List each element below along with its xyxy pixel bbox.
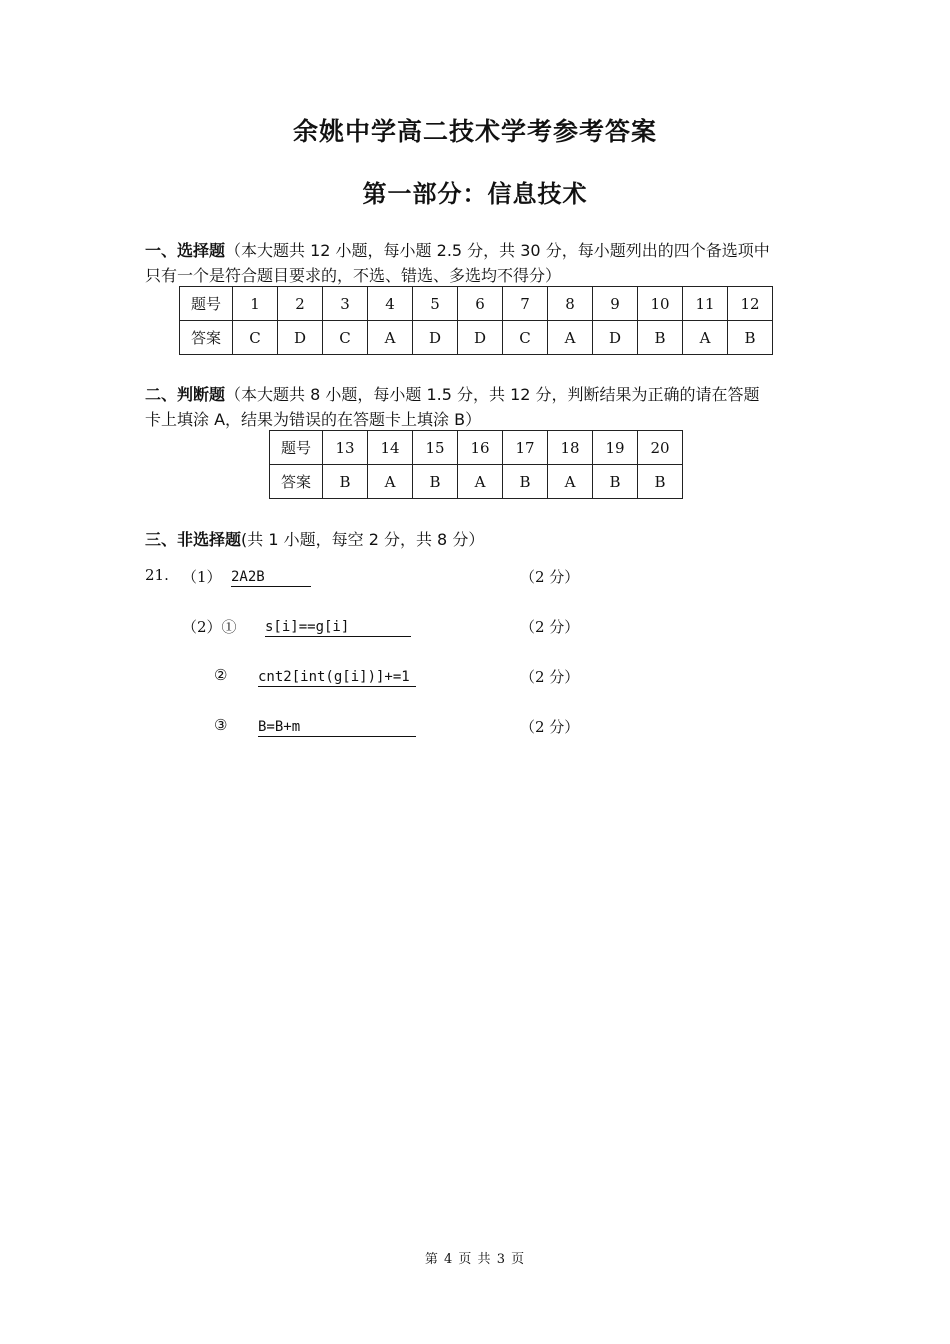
question-21-number: 21. xyxy=(145,566,169,584)
question-number: 11 xyxy=(683,287,728,321)
section2-desc-line2: 卡上填涂 A，结果为错误的在答题卡上填涂 B） xyxy=(145,410,482,429)
part-title: 第一部分：信息技术 xyxy=(362,180,588,208)
answer-cell: A xyxy=(683,321,728,355)
answer-label: （2）① xyxy=(182,618,237,636)
answer-cell: D xyxy=(278,321,323,355)
answer-cell: A xyxy=(368,321,413,355)
section1-desc-line2: 只有一个是符合题目要求的，不选、错选、多选均不得分） xyxy=(145,266,562,285)
table-row-answers xyxy=(270,465,683,499)
table-row-questions xyxy=(180,287,773,321)
points-label: （2 分） xyxy=(520,568,580,586)
answer-cell: D xyxy=(593,321,638,355)
question-number: 2 xyxy=(278,287,323,321)
question-number: 7 xyxy=(503,287,548,321)
answer-cell: A xyxy=(548,465,593,499)
row-label-question: 题号 xyxy=(270,431,323,465)
section1-desc-line1: （本大题共 12 小题，每小题 2.5 分，共 30 分，每小题列出的四个备选项中 xyxy=(225,241,770,260)
question-number: 15 xyxy=(413,431,458,465)
question-number: 18 xyxy=(548,431,593,465)
answer-blank: cnt2[int(g[i])]+=1 xyxy=(258,668,416,687)
question-number: 19 xyxy=(593,431,638,465)
points-label: （2 分） xyxy=(520,718,580,736)
row-label-question: 题号 xyxy=(180,287,233,321)
question-number: 17 xyxy=(503,431,548,465)
section3-desc: (共 1 小题，每空 2 分，共 8 分） xyxy=(241,530,485,549)
question-number: 16 xyxy=(458,431,503,465)
question-number: 8 xyxy=(548,287,593,321)
question-number: 3 xyxy=(323,287,368,321)
answer-cell: A xyxy=(458,465,503,499)
answer-blank: B=B+m xyxy=(258,718,416,737)
question-number: 4 xyxy=(368,287,413,321)
section2-heading: 二、判断题 xyxy=(145,385,226,404)
answer-cell: A xyxy=(548,321,593,355)
question-number: 10 xyxy=(638,287,683,321)
section2-description xyxy=(145,382,825,432)
row-label-answer: 答案 xyxy=(180,321,233,355)
answer-cell: C xyxy=(503,321,548,355)
answer-label: ② xyxy=(214,666,228,684)
answer-label: ③ xyxy=(214,716,228,734)
answer-cell: B xyxy=(593,465,638,499)
answer-cell: B xyxy=(413,465,458,499)
section2-desc-line1: （本大题共 8 小题，每小题 1.5 分，共 12 分，判断结果为正确的请在答题 xyxy=(225,385,760,404)
answer-cell: B xyxy=(503,465,548,499)
section2-answer-table xyxy=(269,430,683,499)
answer-blank: s[i]==g[i] xyxy=(265,618,411,637)
document-title: 余姚中学高二技术学考参考答案 xyxy=(292,117,657,146)
question-number: 20 xyxy=(638,431,683,465)
question-number: 9 xyxy=(593,287,638,321)
table-row-answers xyxy=(180,321,773,355)
page-footer: 第 4 页 共 3 页 xyxy=(424,1252,526,1267)
question-number: 12 xyxy=(728,287,773,321)
question-number: 6 xyxy=(458,287,503,321)
points-label: （2 分） xyxy=(520,618,580,636)
answer-blank: 2A2B xyxy=(231,568,311,587)
section3-description xyxy=(145,527,825,552)
answer-cell: D xyxy=(413,321,458,355)
answer-cell: B xyxy=(728,321,773,355)
answer-cell: B xyxy=(638,321,683,355)
section1-description xyxy=(145,238,825,288)
answer-cell: D xyxy=(458,321,503,355)
question-number: 14 xyxy=(368,431,413,465)
question-number: 5 xyxy=(413,287,458,321)
answer-label: （1） xyxy=(182,568,222,586)
answer-cell: C xyxy=(233,321,278,355)
answer-cell: C xyxy=(323,321,368,355)
section3-heading: 三、非选择题 xyxy=(145,530,242,549)
points-label: （2 分） xyxy=(520,668,580,686)
question-number: 1 xyxy=(233,287,278,321)
section1-heading: 一、选择题 xyxy=(145,241,226,260)
answer-cell: B xyxy=(638,465,683,499)
question-number: 13 xyxy=(323,431,368,465)
table-row-questions xyxy=(270,431,683,465)
section1-answer-table xyxy=(179,286,773,355)
answer-cell: B xyxy=(323,465,368,499)
row-label-answer: 答案 xyxy=(270,465,323,499)
answer-cell: A xyxy=(368,465,413,499)
